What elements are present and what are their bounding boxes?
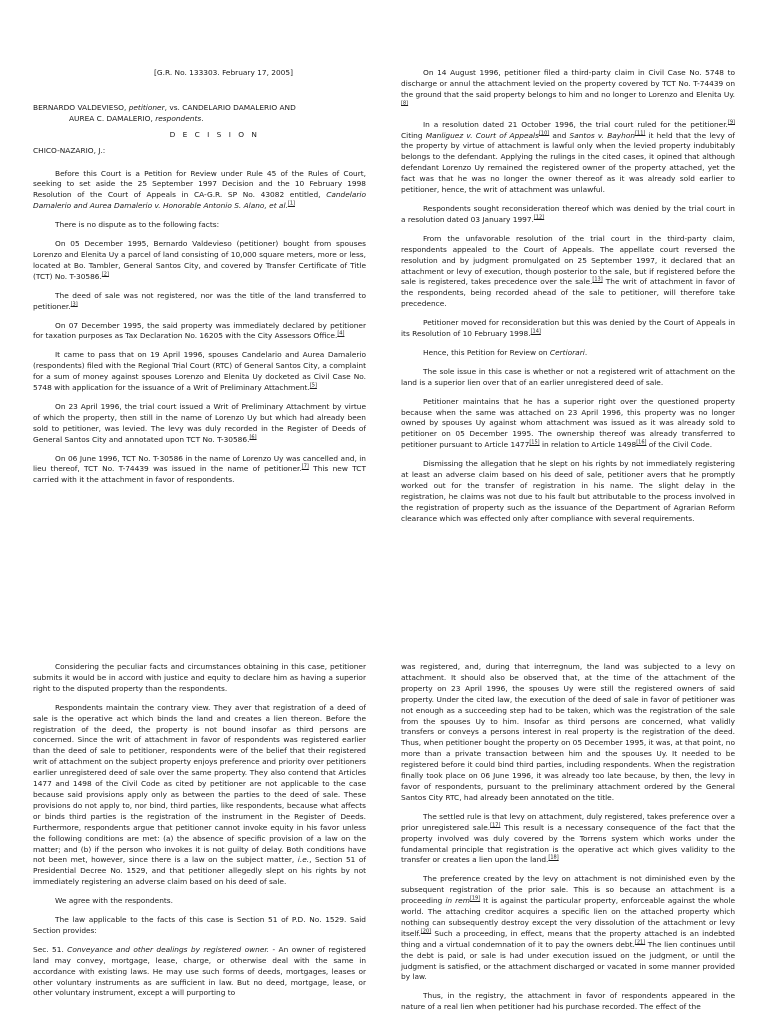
paragraph: On 23 April 1996, the trial court issued a Writ of Preliminary Attachment by virtue of which the property, then still in the name of Lorenzo Uy but which had already been sold to petitioner, was levied. The levy was duly recorded in the Register of Deeds of General Santos City and annotated upon TCT No. T-30586.[6]	[33, 401, 366, 444]
page2-left-column	[33, 662, 366, 1007]
footnote-link[interactable]: [16]	[636, 439, 647, 446]
paragraph: From the unfavorable resolution of the trial court in the third-party claim, respondents appealed to the Court of Appeals. The appellate court reversed the resolution and by judgment promulgated on 25 September 1997, it declared that an attachment or levy of execution, though posterior to the sale, but if registered before the sale is registered, takes precedence over the sale.[13] The writ of attachment in favor of the respondents, being recorded ahead of the sale to petitioner, will therefore take precedence.	[401, 233, 735, 309]
paragraph: The deed of sale was not registered, nor was the title of the land transferred to petitioner.[3]	[33, 290, 366, 311]
ponente: CHICO-NAZARIO, J.:	[33, 145, 106, 155]
footnote-link[interactable]: [20]	[420, 928, 432, 935]
footnote-link[interactable]: [1]	[287, 200, 295, 207]
footnote-link[interactable]: [7]	[301, 464, 309, 470]
footnote-link[interactable]: [4]	[337, 330, 345, 337]
footnote-link[interactable]: [15]	[529, 439, 540, 446]
footnote-link[interactable]: [6]	[249, 434, 257, 441]
decision-heading: D E C I S I O N	[169, 129, 260, 139]
paragraph: There is no dispute as to the following facts:	[55, 220, 220, 230]
paragraph: On 05 December 1995, Bernardo Valdevieso (petitioner) bought from spouses Lorenzo and Elenita Uy a parcel of land consisting of 10,000 square meters, more or less, located at Bo. Tambler, General Santos City, and covered by Transfer Certificate of Title (TCT) No. T-30586.[2]	[33, 239, 366, 281]
paragraph: Before this Court is a Petition for Review under Rule 45 of the Rules of Court, seeking to set aside the 25 September 1997 Decision and the 10 February 1998 Resolution of the Court of Appeals in CA-G.R. SP No. 43082 entitled, Candelario Damalerio and Aurea Damalerio v. Honorable Antonio S. Alano, et al.[1]	[33, 168, 366, 211]
quoted-provision: Sec. 51. Conveyance and other dealings by registered owner. - An owner of registered land may convey, mortgage, lease, charge, or otherwise deal with the same in accordance with existing laws. He may use such forms of deeds, mortgages, leases or other voluntary instruments as are sufficient in law. But no deed, mortgage, lease, or other voluntary instrument, except a will purporting to	[33, 944, 366, 998]
paragraph: Petitioner moved for reconsideration but this was denied by the Court of Appeals in its Resolution of 10 February 1998.[14]	[401, 318, 735, 339]
paragraph: The sole issue in this case is whether or not a registered writ of attachment on the land is a superior lien over that of an earlier unregistered deed of sale.	[401, 366, 735, 387]
page2-right-column	[401, 662, 735, 1021]
paragraph: Dismissing the allegation that he slept on his rights by not immediately registering at least an adverse claim based on his deed of sale, petitioner avers that he promptly worked out for the transfer of registration in his name. The slight delay in the registration, he claims was not due to his fault but attributable to the process involved in the registration of property such as the issuance of the Department of Agrarian Reform clearance which was effected only after compliance with several requirements.	[401, 459, 735, 523]
paragraph: We agree with the respondents.	[55, 896, 174, 906]
page1-left-column	[33, 68, 366, 494]
case-parties: BERNARDO VALDEVIESO, petitioner, vs. CANDELARIO DAMALERIO AND AUREA C. DAMALERIO, respondents.	[33, 102, 296, 123]
paragraph: Petitioner maintains that he has a superior right over the questioned property because when the same was attached on 23 April 1996, this property was no longer owned by spouses Uy against whom attachment was issued as it was already sold to petitioner on 05 December 1995. The ownership thereof was already transferred to petitioner pursuant to Article 1477[15] in relation to Article 1498[16] of the Civil Code.	[401, 396, 735, 450]
footnote-link[interactable]: [17]	[490, 822, 501, 829]
paragraph: The settled rule is that levy on attachment, duly registered, takes preference over a prior unregistered sale.[17] This result is a necessary consequence of the fact that the property involved was duly covered by the Torrens system which works under the fundamental principle that registration is the operative act which gives validity to the transfer or creates a lien upon the land.[18]	[401, 811, 735, 865]
footnote-link[interactable]: [5]	[309, 382, 317, 389]
footnote-link[interactable]: [11]	[635, 130, 646, 137]
footnote-link[interactable]: [14]	[530, 328, 541, 335]
footnote-link[interactable]: [19]	[469, 895, 481, 902]
footnote-link[interactable]: [9]	[727, 119, 735, 126]
footnote-link[interactable]: [13]	[592, 276, 603, 283]
page1-right-column	[401, 68, 735, 533]
paragraph: On 07 December 1995, the said property was immediately declared by petitioner for taxation purposes as Tax Declaration No. 16205 with the City Assessors Office.[4]	[33, 320, 366, 341]
footnote-link[interactable]: [10]	[538, 130, 550, 137]
footnote-link[interactable]: [2]	[101, 271, 109, 278]
paragraph: It came to pass that on 19 April 1996, spouses Candelario and Aurea Damalerio (respondents) filed with the Regional Trial Court (RTC) of General Santos City, a complaint for a sum of money against spouses Lorenzo and Elenita Uy docketed as Civil Case No. 5748 with application for the issuance of a Writ of Preliminary Attachment.[5]	[33, 350, 366, 393]
paragraph: Respondents sought reconsideration thereof which was denied by the trial court in a resolution dated 03 January 1997.[12]	[401, 203, 735, 224]
paragraph: The preference created by the levy on attachment is not diminished even by the subsequent registration of the prior sale. This is so because an attachment is a proceeding in rem[19] It is against the particular property, enforceable against the whole world. The attaching creditor acquires a specific lien on the attached property which nothing can subsequently destroy except the very dissolution of the attachment or levy itself.[20] Such a proceeding, in effect, means that the property attached is an indebted thing and a virtual condemnation of it to pay the owners debt.[21] The lien continues until the debt is paid, or sale is had under execution issued on the judgment, or until the judgment is satisfied, or the attachment discharged or vacated in some manner provided by law.	[401, 874, 736, 982]
paragraph: On 06 June 1996, TCT No. T-30586 in the name of Lorenzo Uy was cancelled and, in lieu thereof, TCT No. T-74439 was issued in the name of petitioner.[7] This new TCT carried with it the attachment in favor of respondents.	[33, 453, 366, 485]
paragraph: The law applicable to the facts of this case is Section 51 of P.D. No. 1529. Said Section provides:	[33, 915, 366, 935]
case-number: [G.R. No. 133303. February 17, 2005]	[154, 68, 293, 77]
footnote-link[interactable]: [3]	[70, 301, 78, 308]
footnote-link[interactable]: [21]	[634, 939, 646, 946]
footnote-link[interactable]: [8]	[401, 100, 409, 107]
paragraph: Hence, this Petition for Review on Certiorari.	[423, 347, 588, 357]
footnote-link[interactable]: [18]	[548, 854, 559, 861]
paragraph: Respondents maintain the contrary view. They aver that registration of a deed of sale is the operative act which binds the land and creates a lien thereon. Before the registration of the deed, the property is not bound insofar as third persons are concerned. Since the writ of attachment in favor of respondents was registered earlier than the deed of sale to petitioner, respondents were of the belief that their registered writ of attachment on the subject property enjoys preference and priority over petitioners earlier unregistered deed of sale over the same property. They also contend that Articles 1477 and 1498 of the Civil Code as cited by petitioner are not applicable to the case because said provisions apply only as between the parties to the deed of sale. These provisions do not apply to, nor bind, third parties, like respondents, because what affects or binds third parties is the registration of the instrument in the Register of Deeds. Furthermore, respondents argue that petitioner cannot invoke equity in his favor unless the following conditions are met: (a) the absence of specific provision of a law on the matter; and (b) if the person who invokes it is not guilty of delay. Both conditions have not been met, however, since there is a law on the subject matter, i.e., Section 51 of Presidential Decree No. 1529, and that petitioner allegedly slept on his rights by not immediately registering an adverse claim based on his deed of sale.	[33, 702, 366, 887]
paragraph: Thus, in the registry, the attachment in favor of respondents appeared in the nature of a real lien when petitioner had his purchase recorded. The effect of the	[401, 991, 735, 1012]
paragraph: Considering the peculiar facts and circumstances obtaining in this case, petitioner submits it would be in accord with justice and equity to declare him as having a superior right to the disputed property than the respondents.	[33, 662, 366, 693]
paragraph: In a resolution dated 21 October 1996, the trial court ruled for the petitioner.[9] Citing Manliguez v. Court of Appeals[10] and Santos v. Bayhon[11] it held that the levy of the property by virtue of attachment is lawful only when the levied property indubitably belongs to the defendant. Applying the rulings in the cited cases, it opined that although defendant Lorenzo Uy remained the registered owner of the property attached, yet the fact was that he was no longer the owner thereof as it was already sold earlier to petitioner, hence, the writ of attachment was unlawful.	[401, 119, 736, 195]
paragraph: was registered, and, during that interregnum, the land was subjected to a levy on attachment. It should also be observed that, at the time of the attachment of the property on 23 April 1996, the spouses Uy were still the registered owners of said property. Under the cited law, the execution of the deed of sale in favor of petitioner was not enough as a succeeding step had to be taken, which was the registration of the sale from the spouses Uy to him. Insofar as third persons are concerned, what validly transfers or conveys a persons interest in real property is the registration of the deed. Thus, when petitioner bought the property on 05 December 1995, it was, at that point, no more than a private transaction between him and the spouses Uy. It needed to be registered before it could bind third parties, including respondents. When the registration finally took place on 06 June 1996, it was already too late because, by then, the levy in favor of respondents, pursuant to the preliminary attachment ordered by the General Santos City RTC, had already been annotated on the title.	[401, 662, 735, 802]
footnote-link[interactable]: [12]	[533, 214, 545, 221]
paragraph: On 14 August 1996, petitioner filed a third-party claim in Civil Case No. 5748 to discharge or annul the attachment levied on the property covered by TCT No. T-74439 on the ground that the said property belongs to him and no longer to Lorenzo and Elenita Uy.[8]	[401, 68, 735, 107]
